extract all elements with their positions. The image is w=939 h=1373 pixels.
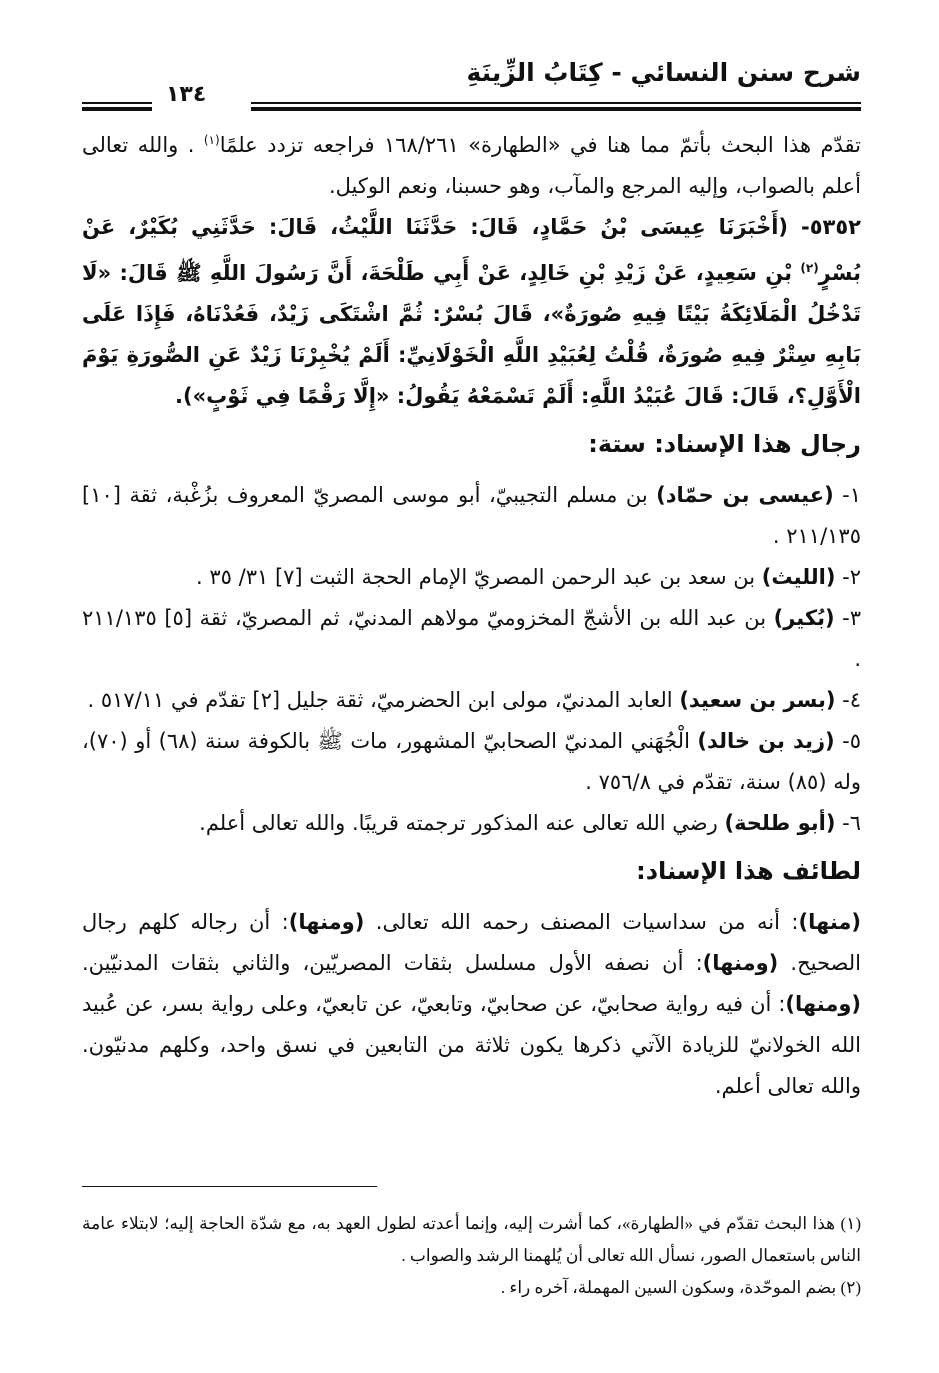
footnote-marker-1[interactable]: (١): [203, 133, 220, 147]
narrator-details: العابد المدنيّ، مولى ابن الحضرميّ، ثقة جليل [٢] تقدّم في ٥١٧/١١ .: [87, 688, 680, 712]
main-text: [82, 120, 861, 1107]
page-number: ١٣٤: [166, 82, 207, 107]
narrator-item: [82, 475, 861, 557]
hadith-part-a: ٥٣٥٢- (أَخْبَرَنَا عِيسَى بْنُ حَمَّادٍ، قَالَ: حَدَّثَنَا اللَّيْثُ، قَالَ: حَدَّثَنِي بُكَيْرٌ، عَنْ بُسْرٍ: [82, 215, 861, 285]
rijal-list: [82, 475, 861, 844]
header-rule-left-thick: [82, 107, 152, 111]
hadith-part-b: بْنِ سَعِيدٍ، عَنْ زَيْدِ بْنِ خَالِدٍ، عَنْ أَبِي طَلْحَةَ، أَنَّ رَسُولَ اللَّهِ ﷺ قَالَ: «لَا تَدْخُلُ الْمَلَائِكَةُ بَيْتًا فِيهِ صُورَةٌ»، قَالَ بُسْرٌ: ثُمَّ اشْتَكَى زَيْدٌ، فَعُدْنَاهُ، فَإِذَا عَلَى بَابِهِ سِتْرٌ فِيهِ صُورَةٌ، قُلْتُ لِعُبَيْدِ اللَّهِ الْخَوْلَانِيِّ: أَلَمْ يُخْبِرْنَا زَيْدٌ عَنِ الصُّورَةِ يَوْمَ الْأَوَّلِ؟، قَالَ: قَالَ عُبَيْدُ اللَّهِ: أَلَمْ تَسْمَعْهُ يَقُولُ: «إِلَّا رَقْمًا فِي ثَوْبٍ»).: [82, 261, 861, 408]
intro-line1: تقدّم هذا البحث بأتمّ مما هنا في «الطهارة» ١٦٨/٢٦١ فراجعه تزدد علمًا: [219, 133, 861, 157]
running-title: شرح سنن النسائي - كِتَابُ الزِّينَةِ: [466, 58, 861, 87]
lataif-paragraph: [82, 902, 861, 1107]
intro-paragraph: [82, 120, 861, 207]
header-rule: [251, 102, 861, 104]
header-rule-thick: [251, 107, 861, 111]
narrator-name: (زيد بن خالد): [697, 729, 835, 753]
narrator-number: ١-: [833, 483, 861, 507]
lataif-marker: (منها): [798, 910, 861, 934]
narrator-name: (بسر بن سعيد): [679, 688, 836, 712]
footnote-separator: [82, 1186, 377, 1187]
lataif-marker: (ومنها): [785, 992, 861, 1016]
footnote-2: (٢) بضم الموحّدة، وسكون السين المهملة، آخره راء .: [500, 1278, 861, 1297]
narrator-item: [82, 680, 861, 721]
hadith-text: [82, 207, 861, 417]
narrator-name: (الليث): [761, 565, 836, 589]
narrator-name: (بُكير): [773, 606, 835, 630]
narrator-number: ٣-: [834, 606, 861, 630]
footnote-marker-2[interactable]: (٢): [800, 261, 819, 275]
footnote-1: (١) هذا البحث تقدّم في «الطهارة»، كما أشرت إليه، وإنما أعدته لطول العهد به، مع شدّة الحاجة إليه؛ لابتلاء عامة الناس باستعمال الصور، نسأل الله تعالى أن يُلهمنا الرشد والصواب .: [82, 1214, 861, 1265]
rijal-heading: رجال هذا الإسناد: ستة:: [588, 430, 861, 458]
narrator-name: (أبو طلحة): [724, 811, 836, 835]
narrator-item: [82, 598, 861, 680]
narrator-details: رضي الله تعالى عنه المذكور ترجمته قريبًا. والله تعالى أعلم.: [199, 811, 725, 835]
intro-line1-end: . والله: [137, 133, 195, 157]
lataif-marker: (ومنها): [288, 910, 365, 934]
narrator-details: بن سعد بن عبد الرحمن المصريّ الإمام الحجة الثبت [٧] ٣١/ ٣٥ .: [196, 565, 762, 589]
narrator-number: ٦-: [835, 811, 861, 835]
lataif-heading: لطائف هذا الإسناد:: [636, 857, 861, 885]
lataif-text: : أنه من سداسيات المصنف رحمه الله تعالى.: [364, 910, 799, 934]
narrator-details: بن مسلم التجيبيّ، أبو موسى المصريّ المعروف بزُغْبة، ثقة [١٠] ٢١١/١٣٥ .: [82, 483, 861, 548]
lataif-text: : أن نصفه الأول مسلسل بثقات المصريّين، والثاني بثقات المدنيّين.: [82, 951, 703, 975]
narrator-number: ٢-: [835, 565, 861, 589]
narrator-details: بن عبد الله بن الأشجّ المخزوميّ مولاهم المدنيّ، ثم المصريّ، ثقة [٥] ٢١١/١٣٥ .: [82, 606, 861, 671]
footnotes: [82, 1208, 861, 1304]
narrator-details: الْجُهَني المدنيّ الصحابيّ المشهور، مات ﷺ بالكوفة سنة (٦٨) أو (٧٠)، وله (٨٥) سنة، تقدّم في ٧٥٦/٨ .: [82, 729, 861, 794]
lataif-marker: (ومنها): [702, 951, 779, 975]
page-header: [82, 40, 861, 120]
narrator-item: [82, 803, 861, 844]
lataif-text: : أن رجاله كلهم رجال الصحيح.: [82, 910, 861, 975]
narrator-item: [82, 557, 861, 598]
narrator-number: ٤-: [835, 688, 861, 712]
narrator-name: (عيسى بن حمّاد): [656, 483, 834, 507]
lataif-text: : أن فيه رواية صحابيّ، عن صحابيّ، وتابعيّ، عن تابعيّ، وعلى رواية بسر، عن عُبيد الله الخولانيّ للزيادة الآتي ذكرها يكون ثلاثة من التابعين في نسق واحد، وكلهم مدنيّون. والله تعالى أعلم.: [82, 992, 861, 1098]
narrator-number: ٥-: [834, 729, 861, 753]
header-rule-left: [82, 102, 152, 104]
narrator-item: [82, 721, 861, 803]
intro-line2: تعالى أعلم بالصواب، وإليه المرجع والمآب، وهو حسبنا، ونعم الوكيل.: [82, 133, 861, 198]
